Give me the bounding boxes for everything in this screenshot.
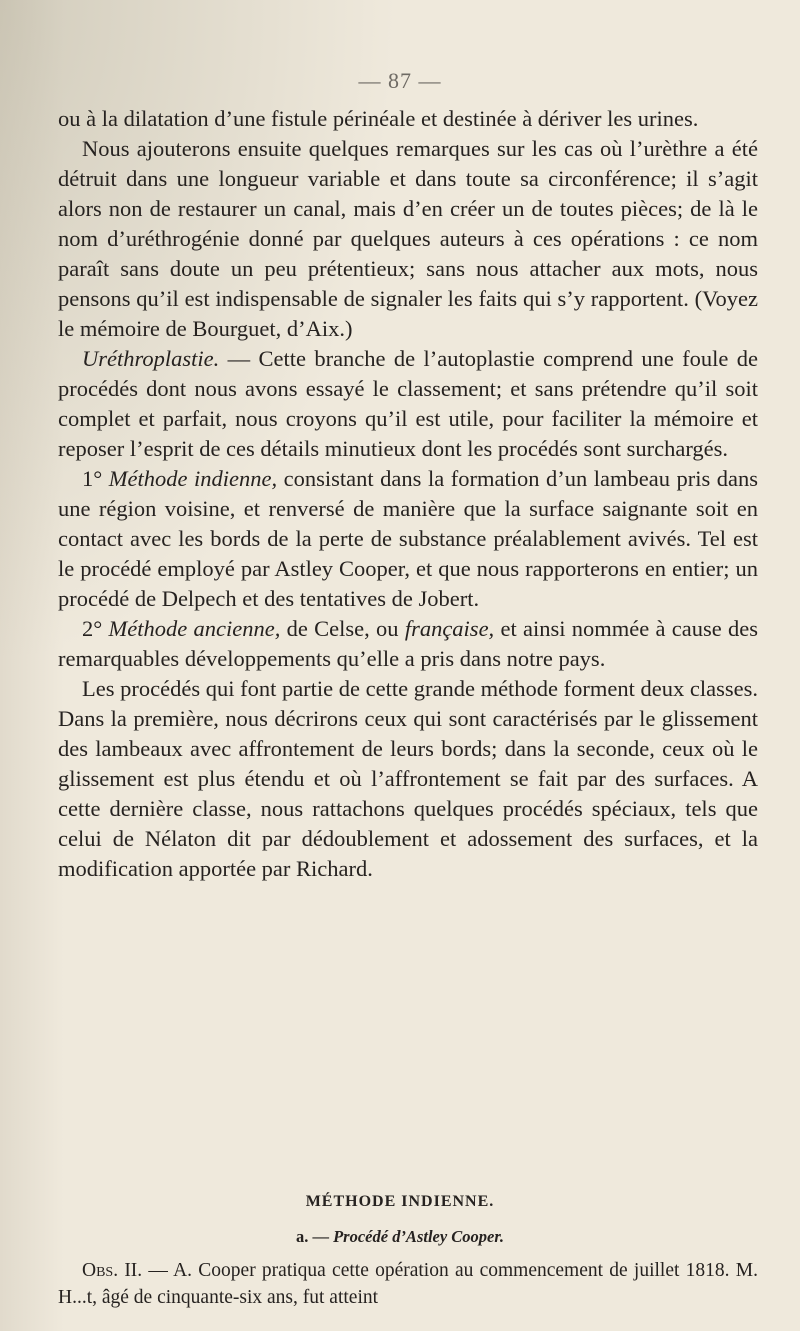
text-run: de Celse, ou — [280, 616, 405, 641]
paragraph — [58, 674, 758, 884]
paragraph — [58, 344, 758, 464]
page-number: — 87 — — [358, 68, 442, 93]
text-run: ou à la dilatation d’une fistule périnéale et destinée à dériver les urines. — [58, 106, 699, 131]
italic-text: Méthode indienne, — [108, 466, 278, 491]
paragraph — [58, 614, 758, 674]
italic-text: française, — [404, 616, 495, 641]
text-run: consistant dans la formation d’un lambeau pris dans une région voisine, et renversé de manière que la surface saignante soit en contact avec les bords de la perte de substance préalablement avivés. Tel est le procédé employé par Astley Cooper, et que nous rapporterons en entier; un procédé de Delpech et des tentatives de Jobert. — [58, 466, 758, 611]
observation — [58, 1257, 758, 1311]
sub-heading-prefix: a. — — [295, 1227, 334, 1246]
sub-heading-title: Procédé d’Astley Cooper. — [333, 1227, 505, 1246]
text-run: Les procédés qui font partie de cette grande méthode forment deux classes. Dans la première, nous décrirons ceux qui sont caractérisés par le glissement des lambeaux avec affrontement de leurs bords; dans la seconde, ceux où le glissement est plus étendu et où l’affrontement se fait par des surfaces. A cette dernière classe, nous rattachons quelques procédés spéciaux, tels que celui de Nélaton dit par dédoublement et adossement des surfaces, et la modification apportée par Richard. — [58, 676, 758, 881]
sub-heading — [0, 1227, 800, 1247]
paragraph — [58, 134, 758, 344]
text-run: et ainsi nommée à cause des remarquables développements qu’elle a pris dans notre pays. — [58, 616, 758, 671]
paragraph — [58, 464, 758, 614]
section-heading: MÉTHODE INDIENNE. — [305, 1193, 495, 1210]
text-run: — Cette branche de l’autoplastie comprend une foule de procédés dont nous avons essayé le classement; et sans prétendre qu’il soit complet et parfait, nous croyons qu’il est utile, pour faciliter la mémoire et reposer l’esprit de ces détails minutieux dont les procédés sont surchargés. — [58, 346, 758, 461]
paragraph — [58, 104, 758, 134]
body-text — [58, 104, 758, 884]
observation-text: — A. Cooper pratiqua cette opération au commencement de juillet 1818. M. H...t, âgé de cinquante-six ans, fut atteint — [58, 1260, 758, 1308]
observation-lead: Obs. II. — [82, 1260, 143, 1281]
italic-text: Méthode ancienne, — [108, 616, 281, 641]
text-run: 2° — [82, 616, 109, 641]
italic-text: Uréthroplastie. — [82, 346, 220, 371]
text-run: Nous ajouterons ensuite quelques remarques sur les cas où l’urèthre a été détruit dans une longueur variable et dans toute sa circonférence; il s’agit alors non de restaurer un canal, mais d’en créer un de toutes pièces; de là le nom d’uréthrogénie donné par quelques auteurs à ces opérations : ce nom paraît sans doute un peu prétentieux; sans nous attacher aux mots, nous pensons qu’il est indispensable de signaler les faits qui s’y rapportent. (Voyez le mémoire de Bourguet, d’Aix.) — [58, 136, 758, 341]
text-run: 1° — [82, 466, 109, 491]
